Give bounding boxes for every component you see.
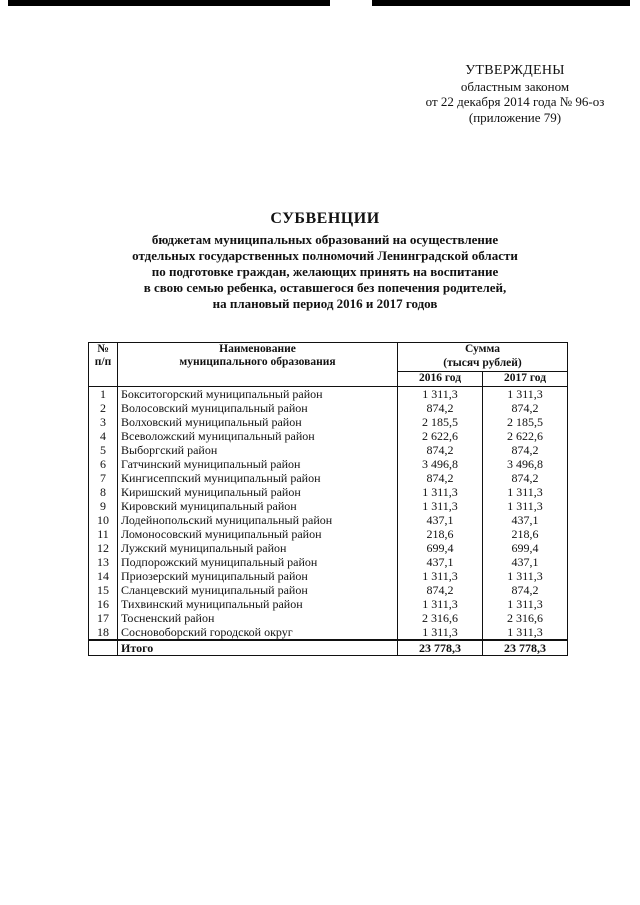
row-2016: 1 311,3	[398, 485, 483, 499]
row-2016: 2 622,6	[398, 429, 483, 443]
row-2016: 1 311,3	[398, 597, 483, 611]
row-2017: 3 496,8	[483, 457, 568, 471]
row-2017: 437,1	[483, 513, 568, 527]
row-2017: 2 185,5	[483, 415, 568, 429]
row-name: Сланцевский муниципальный район	[118, 583, 398, 597]
row-name: Волосовский муниципальный район	[118, 401, 398, 415]
row-name: Гатчинский муниципальный район	[118, 457, 398, 471]
row-number: 17	[89, 611, 118, 625]
table-row	[89, 443, 568, 457]
row-2017: 1 311,3	[483, 499, 568, 513]
row-name: Бокситогорский муниципальный район	[118, 387, 398, 402]
table-row	[89, 569, 568, 583]
row-number: 11	[89, 527, 118, 541]
header-name	[118, 343, 398, 387]
row-number: 1	[89, 387, 118, 402]
header-sum-unit: (тысяч рублей)	[398, 357, 568, 372]
row-number: 16	[89, 597, 118, 611]
row-2016: 3 496,8	[398, 457, 483, 471]
table-row	[89, 401, 568, 415]
row-number: 2	[89, 401, 118, 415]
table-row	[89, 625, 568, 640]
table-row	[89, 387, 568, 402]
row-2016: 1 311,3	[398, 499, 483, 513]
table-row	[89, 429, 568, 443]
row-number: 4	[89, 429, 118, 443]
table-row	[89, 555, 568, 569]
total-label: Итого	[118, 640, 398, 656]
row-2017: 874,2	[483, 401, 568, 415]
row-name: Лодейнопольский муниципальный район	[118, 513, 398, 527]
row-name: Тосненский район	[118, 611, 398, 625]
table-row	[89, 499, 568, 513]
row-2017: 1 311,3	[483, 597, 568, 611]
row-2017: 1 311,3	[483, 625, 568, 640]
heading-line: отдельных государственных полномочий Ленинградской области	[132, 248, 518, 263]
heading-line: в свою семью ребенка, оставшегося без попечения родителей,	[143, 280, 507, 295]
row-number: 5	[89, 443, 118, 457]
approval-block	[420, 63, 610, 125]
row-name: Ломоносовский муниципальный район	[118, 527, 398, 541]
row-number: 8	[89, 485, 118, 499]
row-2017: 218,6	[483, 527, 568, 541]
row-2017: 874,2	[483, 443, 568, 457]
row-name: Киришский муниципальный район	[118, 485, 398, 499]
row-name: Всеволожский муниципальный район	[118, 429, 398, 443]
document-heading	[90, 210, 560, 312]
row-name: Приозерский муниципальный район	[118, 569, 398, 583]
row-2017: 2 316,6	[483, 611, 568, 625]
row-number: 15	[89, 583, 118, 597]
row-number: 7	[89, 471, 118, 485]
row-2017: 874,2	[483, 583, 568, 597]
row-number: 12	[89, 541, 118, 555]
heading-line: по подготовке граждан, желающих принять на воспитание	[151, 264, 499, 279]
table-row	[89, 611, 568, 625]
approval-title: УТВЕРЖДЕНЫ	[465, 63, 565, 78]
row-2016: 437,1	[398, 555, 483, 569]
row-2016: 699,4	[398, 541, 483, 555]
table-row	[89, 527, 568, 541]
row-number: 9	[89, 499, 118, 513]
row-number: 18	[89, 625, 118, 640]
header-number: № п/п	[89, 343, 118, 387]
row-2016: 1 311,3	[398, 569, 483, 583]
header-2017: 2017 год	[483, 372, 568, 387]
row-2016: 2 316,6	[398, 611, 483, 625]
row-2017: 1 311,3	[483, 485, 568, 499]
table-row	[89, 597, 568, 611]
row-2017: 1 311,3	[483, 569, 568, 583]
row-name: Подпорожский муниципальный район	[118, 555, 398, 569]
total-number	[89, 640, 118, 656]
table-row	[89, 485, 568, 499]
row-number: 13	[89, 555, 118, 569]
row-2016: 1 311,3	[398, 387, 483, 402]
table-row	[89, 541, 568, 555]
header-sum	[398, 343, 568, 358]
header-2016: 2016 год	[398, 372, 483, 387]
table-row	[89, 583, 568, 597]
row-2016: 2 185,5	[398, 415, 483, 429]
table-row	[89, 457, 568, 471]
row-2016: 1 311,3	[398, 625, 483, 640]
approval-line-2: от 22 декабря 2014 года № 96-оз	[425, 94, 605, 109]
row-name: Сосновоборский городской округ	[118, 625, 398, 640]
total-2016: 23 778,3	[398, 640, 483, 656]
row-number: 6	[89, 457, 118, 471]
table-row	[89, 513, 568, 527]
row-number: 3	[89, 415, 118, 429]
table-row	[89, 471, 568, 485]
row-2017: 2 622,6	[483, 429, 568, 443]
row-name: Кингисеппский муниципальный район	[118, 471, 398, 485]
row-name: Кировский муниципальный район	[118, 499, 398, 513]
row-2017: 1 311,3	[483, 387, 568, 402]
header-name-line-1: Наименование	[219, 343, 296, 355]
row-2016: 437,1	[398, 513, 483, 527]
row-name: Тихвинский муниципальный район	[118, 597, 398, 611]
subsidies-table	[88, 342, 568, 656]
row-number: 10	[89, 513, 118, 527]
heading-line: бюджетам муниципальных образований на осуществление	[151, 232, 499, 247]
total-row	[89, 640, 568, 656]
row-name: Волховский муниципальный район	[118, 415, 398, 429]
row-name: Лужский муниципальный район	[118, 541, 398, 555]
row-2016: 874,2	[398, 401, 483, 415]
row-2017: 874,2	[483, 471, 568, 485]
row-number: 14	[89, 569, 118, 583]
row-2016: 874,2	[398, 471, 483, 485]
heading-line: на плановый период 2016 и 2017 годов	[212, 296, 438, 311]
row-2016: 874,2	[398, 443, 483, 457]
approval-line-3: (приложение 79)	[468, 109, 562, 125]
row-2016: 218,6	[398, 527, 483, 541]
header-name-line-2: муниципального образования	[179, 356, 336, 368]
row-2016: 874,2	[398, 583, 483, 597]
row-name: Выборгский район	[118, 443, 398, 457]
scan-border-mark-left	[8, 0, 330, 6]
row-2017: 699,4	[483, 541, 568, 555]
header-sum-line-1: Сумма	[465, 343, 500, 355]
total-2017: 23 778,3	[483, 640, 568, 656]
document-title: СУБВЕНЦИИ	[270, 210, 380, 227]
scan-border-mark-right	[372, 0, 630, 6]
approval-line-1: областным законом	[460, 78, 570, 94]
row-2017: 437,1	[483, 555, 568, 569]
table-row	[89, 415, 568, 429]
